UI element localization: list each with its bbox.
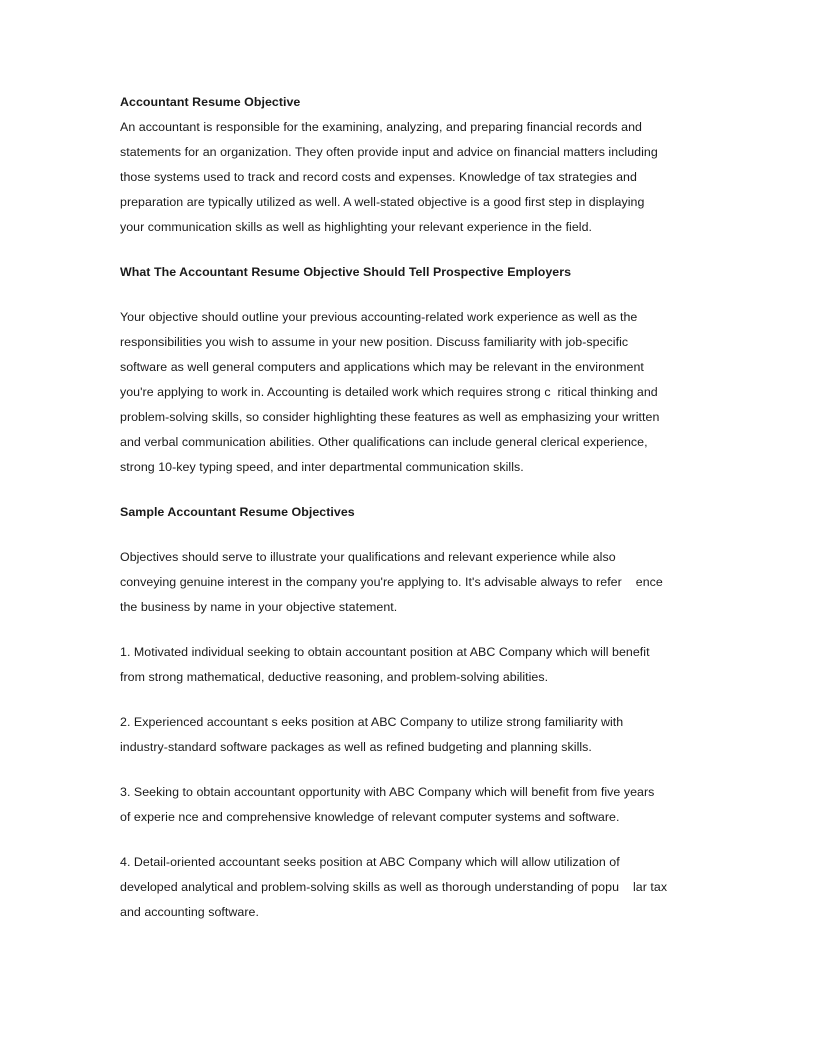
paragraph-line: those systems used to track and record costs and expenses. Knowledge of tax strategies and xyxy=(120,170,637,184)
paragraph-line: your communication skills as well as highlighting your relevant experience in the field. xyxy=(120,220,593,234)
paragraph-line: problem-solving skills, so consider highlighting these features as well as emphasizing your written xyxy=(120,410,660,424)
paragraph-line: 3. Seeking to obtain accountant opportunity with ABC Company which will benefit from five years xyxy=(120,785,655,799)
section-heading: Sample Accountant Resume Objectives xyxy=(120,505,355,519)
spacer xyxy=(120,830,700,850)
section1-paragraph xyxy=(120,305,700,480)
spacer xyxy=(120,760,700,780)
spacer xyxy=(120,525,700,545)
paragraph-line: 2. Experienced accountant s eeks position at ABC Company to utilize strong familiarity with xyxy=(120,715,624,729)
objective-item-2 xyxy=(120,710,700,760)
paragraph-line: Your objective should outline your previous accounting-related work experience as well as the xyxy=(120,310,638,324)
objective-item-3 xyxy=(120,780,700,830)
document-page xyxy=(120,90,700,925)
spacer xyxy=(120,285,700,305)
paragraph-line: and verbal communication abilities. Other qualifications can include general clerical experience, xyxy=(120,435,648,449)
spacer xyxy=(120,240,700,260)
objective-item-4 xyxy=(120,850,700,925)
section2-paragraph xyxy=(120,545,700,620)
paragraph-line: An accountant is responsible for the examining, analyzing, and preparing financial records and xyxy=(120,120,642,134)
paragraph-line: the business by name in your objective statement. xyxy=(120,600,398,614)
paragraph-line: 1. Motivated individual seeking to obtain accountant position at ABC Company which will benefit xyxy=(120,645,650,659)
paragraph-line: industry-standard software packages as well as refined budgeting and planning skills. xyxy=(120,740,592,754)
spacer xyxy=(120,480,700,500)
paragraph-line: and accounting software. xyxy=(120,905,259,919)
paragraph-line: of experie nce and comprehensive knowledge of relevant computer systems and software. xyxy=(120,810,620,824)
spacer xyxy=(120,620,700,640)
paragraph-line: preparation are typically utilized as well. A well-stated objective is a good first step in displaying xyxy=(120,195,645,209)
paragraph-line: statements for an organization. They often provide input and advice on financial matters including xyxy=(120,145,658,159)
objective-item-1 xyxy=(120,640,700,690)
paragraph-line: developed analytical and problem-solving skills as well as thorough understanding of popu lar tax xyxy=(120,880,668,894)
intro-paragraph xyxy=(120,115,700,240)
paragraph-line: 4. Detail-oriented accountant seeks position at ABC Company which will allow utilization of xyxy=(120,855,620,869)
paragraph-line: from strong mathematical, deductive reasoning, and problem-solving abilities. xyxy=(120,670,549,684)
paragraph-line: strong 10-key typing speed, and inter departmental communication skills. xyxy=(120,460,524,474)
paragraph-line: you're applying to work in. Accounting is detailed work which requires strong c ritical thinking and xyxy=(120,385,658,399)
paragraph-line: Objectives should serve to illustrate your qualifications and relevant experience while also xyxy=(120,550,616,564)
spacer xyxy=(120,690,700,710)
paragraph-line: conveying genuine interest in the company you're applying to. It's advisable always to refer ence xyxy=(120,575,663,589)
document-title: Accountant Resume Objective xyxy=(120,95,301,109)
section-heading: What The Accountant Resume Objective Should Tell Prospective Employers xyxy=(120,265,572,279)
paragraph-line: responsibilities you wish to assume in your new position. Discuss familiarity with job-specific xyxy=(120,335,629,349)
paragraph-line: software as well general computers and applications which may be relevant in the environment xyxy=(120,360,644,374)
